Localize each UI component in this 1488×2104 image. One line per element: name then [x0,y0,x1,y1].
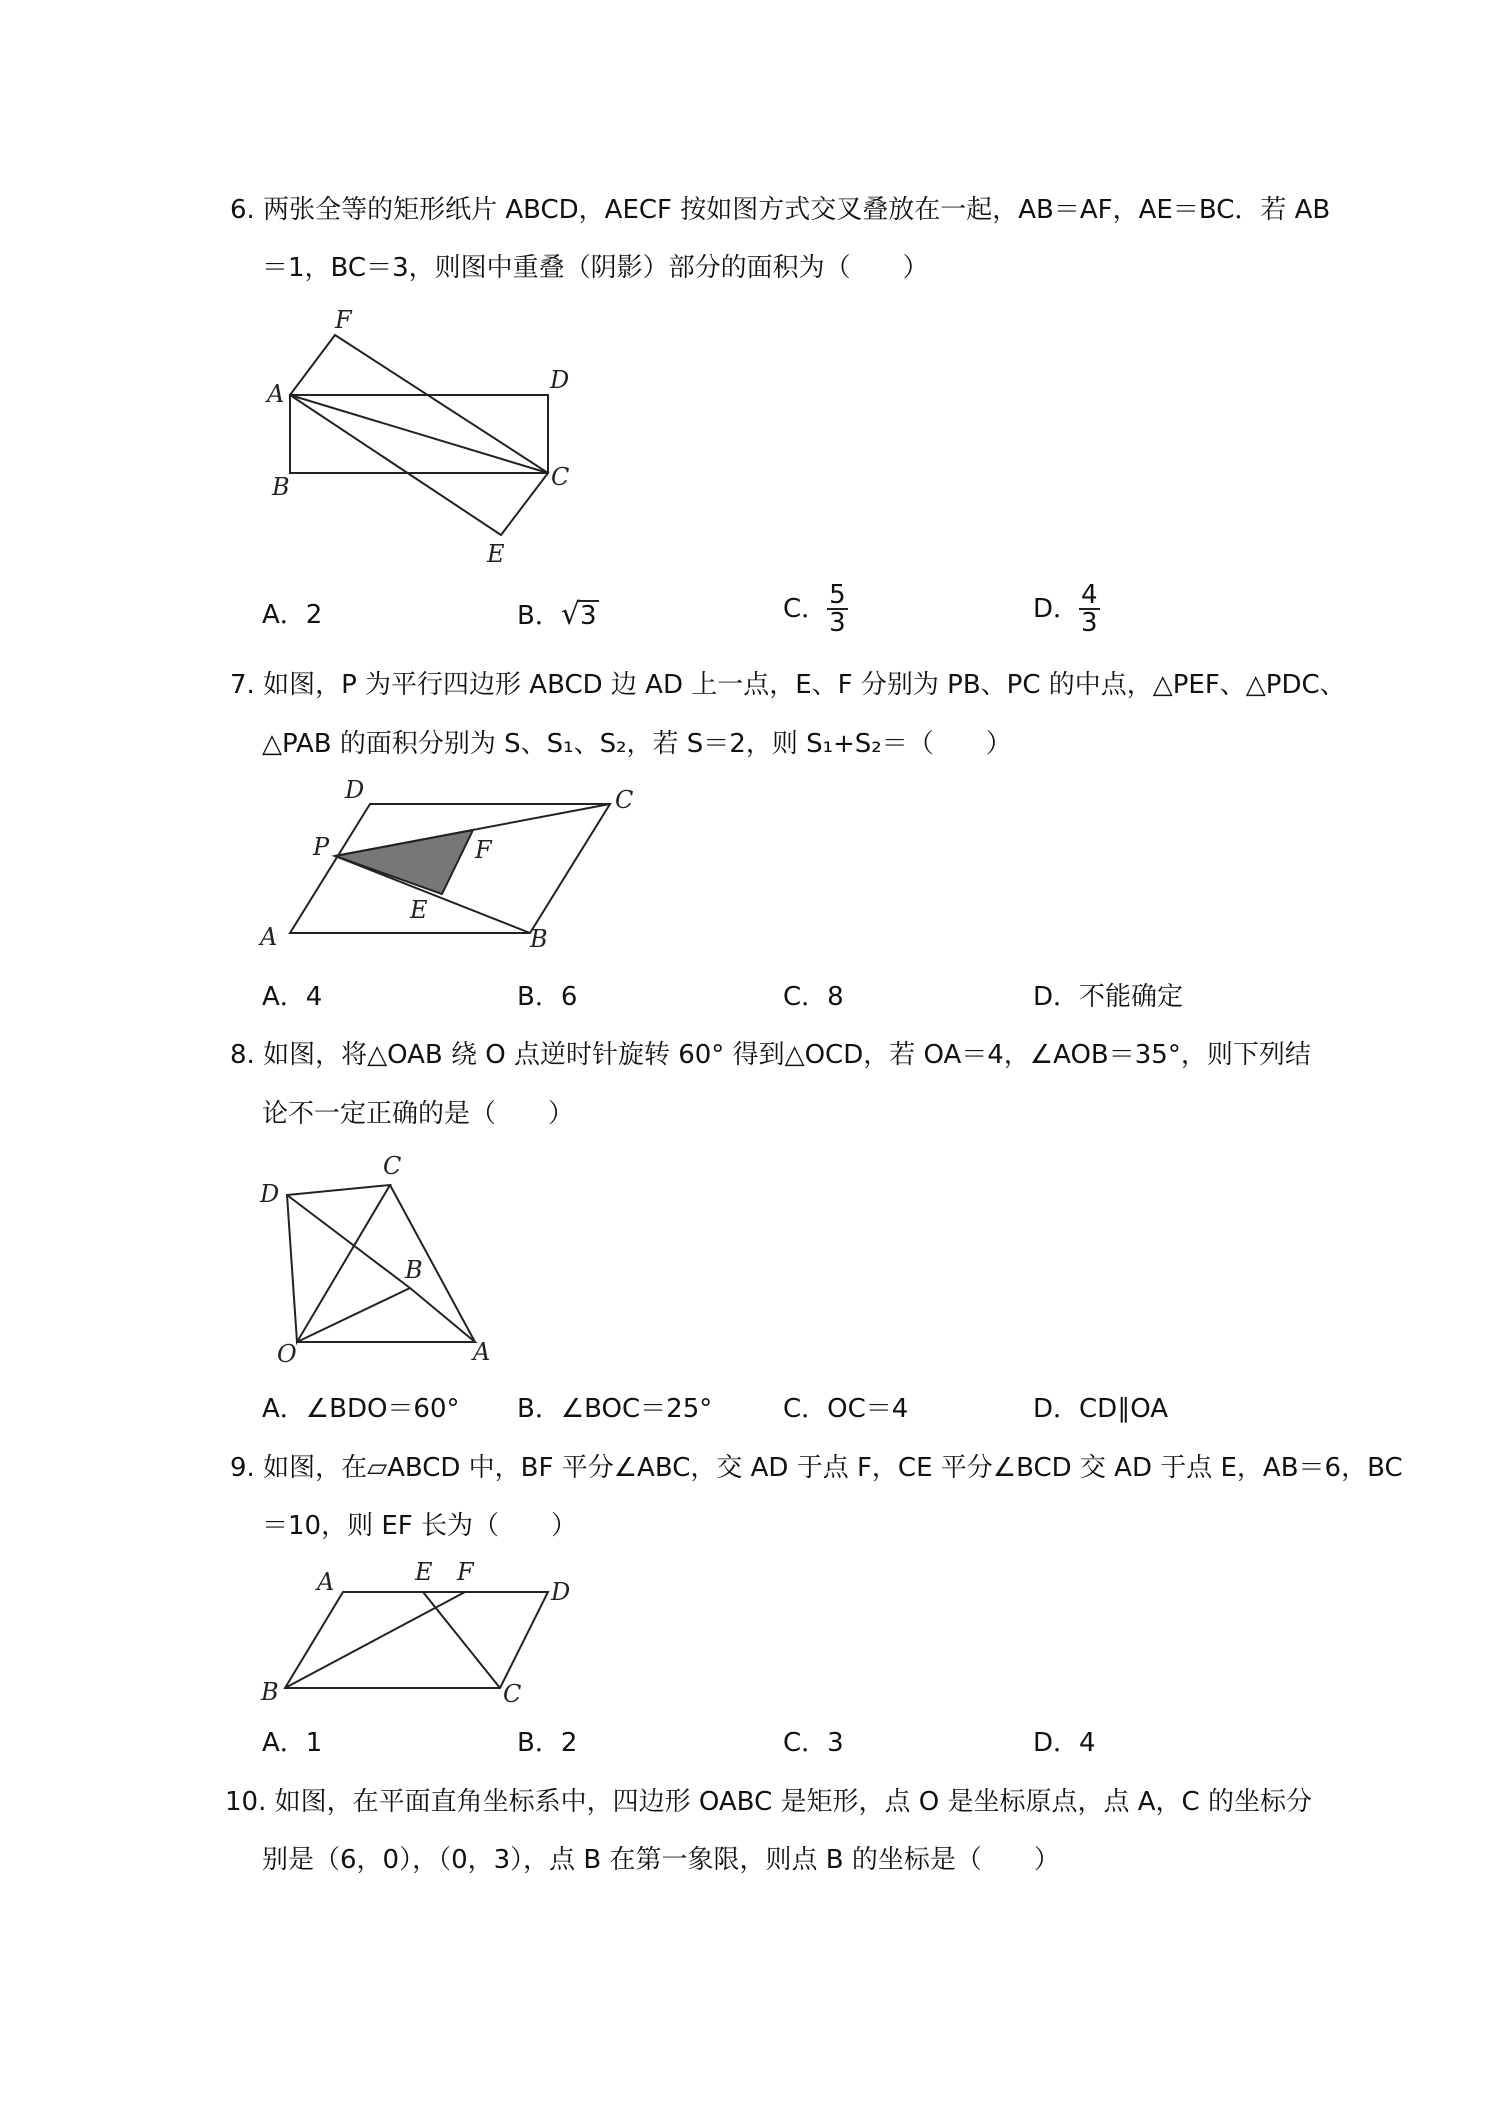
label-a: A [317,1568,335,1596]
label-f: F [457,1558,474,1586]
option-d: D． $\frac{4}{3}$ [1033,580,1098,638]
option-d: D．4 [1033,1728,1096,1758]
label-c: C [503,1680,522,1708]
radicand: 3 [579,601,597,631]
label-a: A [260,923,278,951]
figure-q6-rectangles [255,300,585,570]
question-text-line: 如图，将△OAB 绕 O 点逆时针旋转 60° 得到△OCD，若 OA＝4，∠AOB＝35°，则下列结 [263,1040,1311,1070]
label-d: D [551,1578,571,1606]
label-f: F [475,836,492,864]
question-text-line: 别是（6，0），（0，3），点 B 在第一象限，则点 B 的坐标是（ ） [262,1845,1060,1875]
question-text-line: 如图，在▱ABCD 中，BF 平分∠ABC，交 AD 于点 F，CE 平分∠BCD 交 AD 于点 E，AB＝6，BC [263,1453,1403,1483]
label-b: B [405,1256,423,1284]
label-b: B [272,473,290,501]
parallelogram-abcd [285,1592,548,1688]
question-text-line: 两张全等的矩形纸片 ABCD，AECF 按如图方式交叉叠放在一起，AB＝AF，AE＝BC．若 AB [263,195,1331,225]
label-a: A [473,1338,491,1366]
bisector-ce [423,1592,500,1688]
question-text-line: 如图，P 为平行四边形 ABCD 边 AD 上一点，E、F 分别为 PB、PC 的中点，△PEF、△PDC、 [263,670,1346,700]
option-c: C．3 [783,1728,844,1758]
segment-ca [390,1185,475,1342]
radical-sign: √ [560,597,580,632]
label-b: B [530,925,548,953]
option-c: C． $\frac{5}{3}$ [783,580,846,638]
label-c: C [551,463,570,491]
question-number: 8. [230,1040,255,1070]
option-a: A．2 [262,600,323,630]
figure-q9-parallelogram [255,1560,595,1710]
question-number: 7. [230,670,255,700]
label-f: F [335,306,352,334]
label-d: D [550,366,570,394]
question-number: 6. [230,195,255,225]
option-a: A．∠BDO＝60° [262,1394,460,1424]
option-d: D．不能确定 [1033,982,1184,1012]
label-b: B [261,1678,279,1706]
question-text-line: ＝1，BC＝3，则图中重叠（阴影）部分的面积为（ ） [262,253,929,283]
diagonal-ac [290,395,548,473]
option-c: C．8 [783,982,844,1012]
question-number: 9. [230,1453,255,1483]
option-b: B．∠BOC＝25° [517,1394,713,1424]
label-a: A [267,380,285,408]
triangle-ocd [287,1185,390,1342]
option-b: B．2 [517,1728,578,1758]
label-p: P [313,833,330,861]
option-a: A．4 [262,982,323,1012]
option-d: D．CD∥OA [1033,1394,1168,1424]
figure-q7-parallelogram [255,776,655,960]
question-text-line: ＝10，则 EF 长为（ ） [262,1511,577,1541]
option-b: B．√3 [517,597,597,632]
option-a: A．1 [262,1728,323,1758]
segment-db [287,1195,410,1288]
fraction: $\frac{4}{3}$ [1081,580,1098,638]
option-c: C．OC＝4 [783,1394,909,1424]
label-e: E [487,540,505,568]
question-text-line: 如图，在平面直角坐标系中，四边形 OABC 是矩形，点 O 是坐标原点，点 A，C 的坐标分 [274,1787,1312,1817]
label-d: D [345,776,365,804]
shaded-triangle-pef [335,830,473,894]
option-b: B．6 [517,982,578,1012]
bisector-bf [285,1592,465,1688]
label-e: E [415,1558,433,1586]
fraction: $\frac{5}{3}$ [829,580,846,638]
label-e: E [410,896,428,924]
label-c: C [383,1152,402,1180]
label-d: D [260,1180,280,1208]
figure-q8-rotation [255,1150,515,1370]
question-text-line: △PAB 的面积分别为 S、S₁、S₂，若 S＝2，则 S₁+S₂＝（ ） [262,729,1012,759]
question-number: 10. [225,1787,267,1817]
label-o: O [277,1340,297,1368]
question-text-line: 论不一定正确的是（ ） [262,1099,575,1129]
label-c: C [615,786,634,814]
segment-pc [335,804,610,856]
